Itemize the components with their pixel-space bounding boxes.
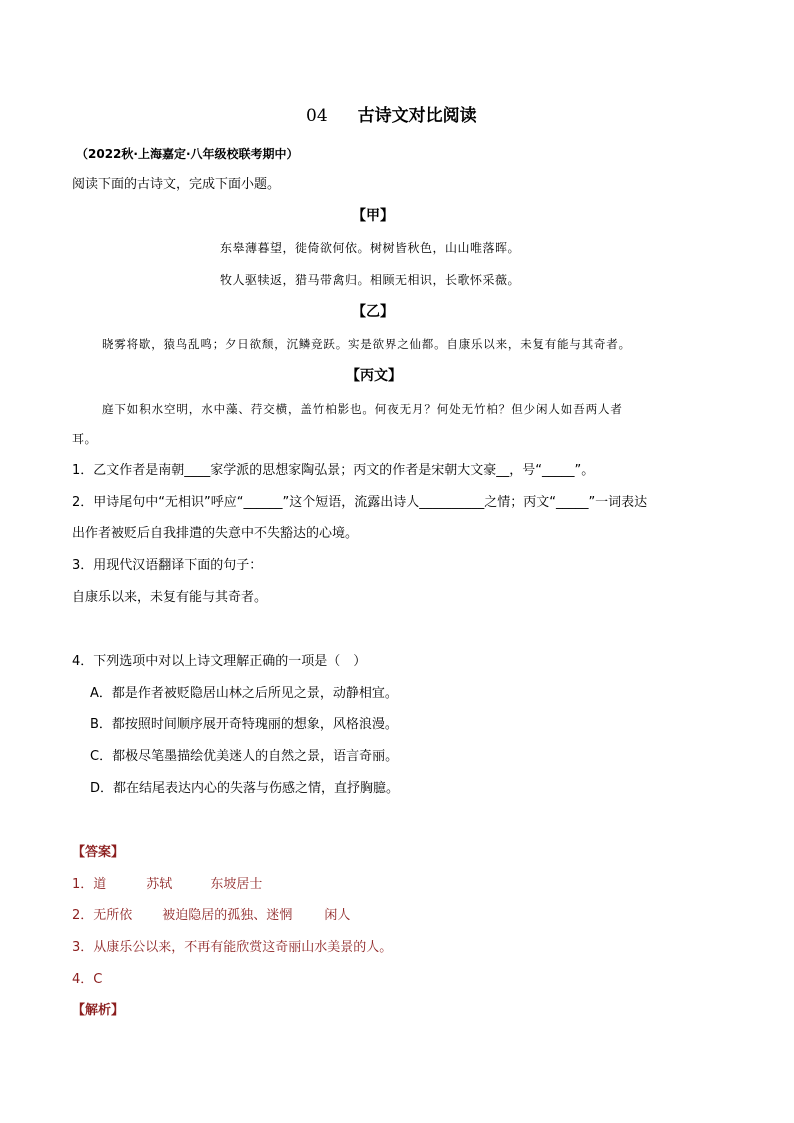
source-note: （2022秋·上海嘉定·八年级校联考期中） [76, 147, 299, 161]
yi-text: 晓雾将歇，猿鸟乱鸣；夕日欲颓，沉鳞竞跃。实是欲界之仙都。自康乐以来，未复有能与其奇者。 [102, 337, 631, 351]
answer-3: 3．从康乐公以来，不再有能欣赏这奇丽山水美景的人。 [72, 940, 393, 955]
instruction-text: 阅读下面的古诗文，完成下面小题。 [72, 177, 281, 192]
answer-2-part-1: 无所依 [93, 908, 133, 923]
jia-heading: 【甲】 [352, 208, 394, 224]
answer-heading: 【答案】 [72, 845, 125, 860]
bing-heading: 【丙文】 [346, 368, 402, 384]
section-number: 04 [306, 106, 328, 126]
question-2-line-1: 2．甲诗尾句中“无相识”呼应“______”这个短语，流露出诗人__________之情；丙文“_____”一词表达 [72, 495, 648, 510]
answer-2-part-3: 闲人 [324, 908, 351, 923]
jia-line-2: 牧人驱犊返，猎马带禽归。相顾无相识，长歌怀采薇。 [220, 273, 521, 287]
answer-1-part-2: 苏轼 [146, 877, 173, 892]
option-c: C．都极尽笔墨描绘优美迷人的自然之景，语言奇丽。 [90, 749, 399, 764]
option-b: B．都按照时间顺序展开奇特瑰丽的想象，风格浪漫。 [90, 717, 398, 732]
yi-heading: 【乙】 [352, 304, 394, 320]
answer-4: 4．C [72, 972, 103, 987]
question-3-sentence: 自康乐以来，未复有能与其奇者。 [72, 590, 268, 605]
question-4: 4．下列选项中对以上诗文理解正确的一项是（ ） [72, 654, 367, 669]
bing-line-2: 耳。 [72, 432, 98, 446]
answer-1 [72, 875, 262, 895]
answer-2-number: 2． [72, 908, 94, 923]
page-title [306, 104, 477, 128]
option-d: D．都在结尾表达内心的失落与伤感之情，直抒胸臆。 [90, 781, 400, 796]
answer-1-part-3: 东坡居士 [210, 877, 263, 892]
jia-line-1: 东皋薄暮望，徙倚欲何依。树树皆秋色，山山唯落晖。 [220, 241, 521, 255]
question-2-line-2: 出作者被贬后自我排遣的失意中不失豁达的心境。 [72, 526, 359, 541]
section-title: 古诗文对比阅读 [357, 106, 477, 126]
answer-2-part-2: 被迫隐居的孤独、迷惘 [162, 908, 293, 923]
option-a: A．都是作者被贬隐居山林之后所见之景，动静相宜。 [90, 686, 398, 701]
bing-line-1: 庭下如积水空明，水中藻、荇交横，盖竹柏影也。何夜无月？何处无竹柏？但少闲人如吾两人者 [102, 402, 623, 416]
answer-2 [72, 906, 350, 926]
question-1: 1．乙文作者是南朝____家学派的思想家陶弘景；丙文的作者是宋朝大文豪__，号“_____”。 [72, 463, 595, 478]
answer-1-part-1: 道 [93, 877, 107, 892]
question-3: 3．用现代汉语翻译下面的句子： [72, 558, 263, 573]
analysis-heading: 【解析】 [72, 1003, 125, 1018]
answer-1-number: 1． [72, 877, 94, 892]
